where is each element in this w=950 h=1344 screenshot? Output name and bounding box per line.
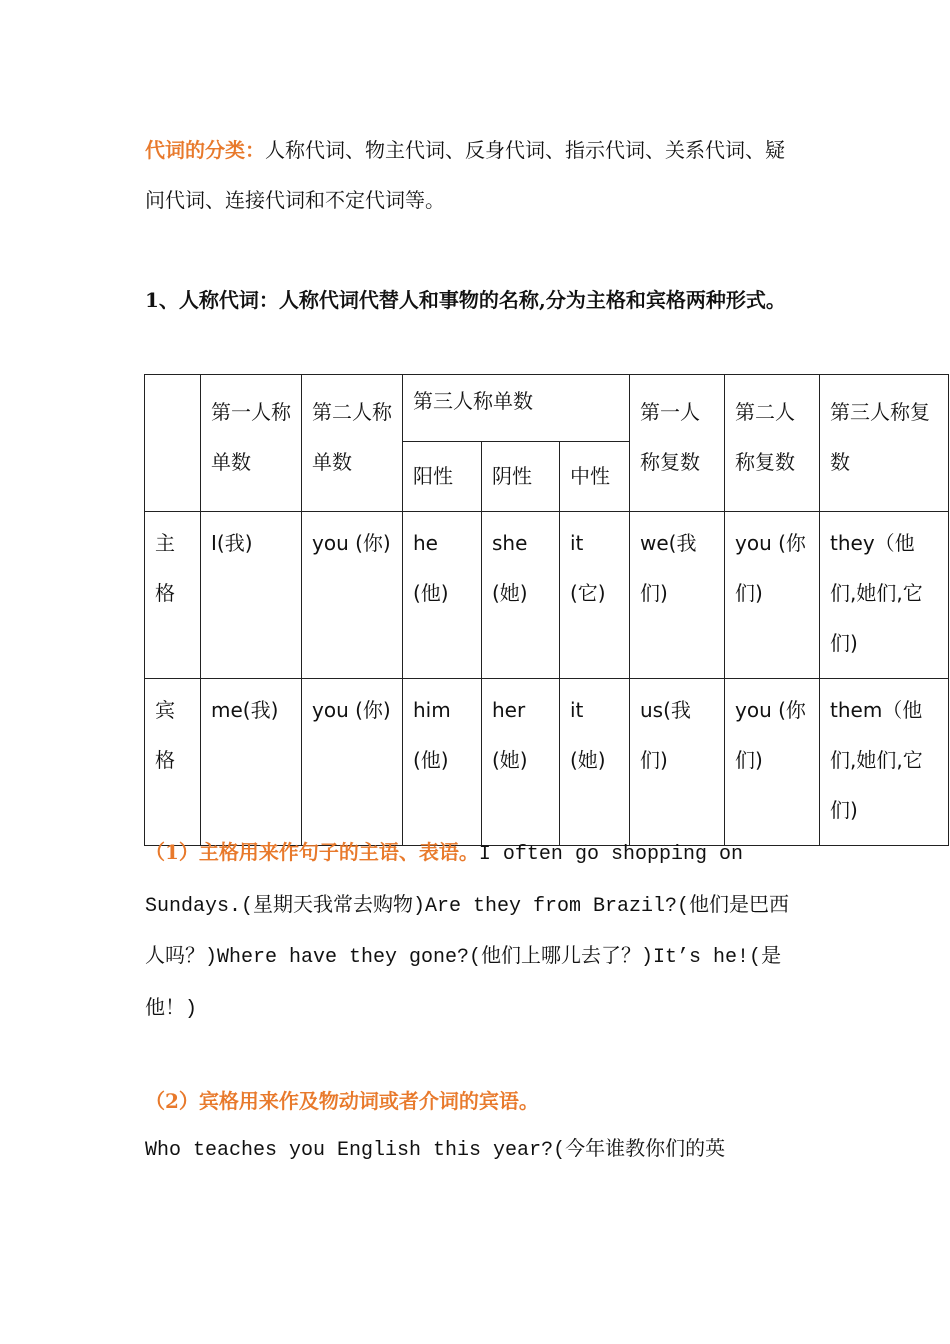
table-cell: he (他) [403, 512, 482, 679]
table-cell: they（他们,她们,它们) [820, 512, 949, 679]
intro-paragraph [145, 126, 800, 225]
table-cell: I(我) [201, 512, 302, 679]
table-cell: us(我们) [630, 679, 725, 846]
section1-title: 1、人称代词：人称代词代替人和事物的名称,分为主格和宾格两种形式。 [145, 288, 786, 312]
table-cell: it (它) [560, 512, 630, 679]
table-cell: we(我们) [630, 512, 725, 679]
table-cell: you (你们) [725, 679, 820, 846]
note1-label: （1）主格用来作句子的主语、表语。 [145, 840, 479, 864]
header-neuter: 中性 [560, 442, 630, 512]
header-feminine: 阴性 [482, 442, 560, 512]
intro-label: 代词的分类： [145, 138, 265, 162]
table-corner-cell [145, 375, 201, 512]
table-cell: him (他) [403, 679, 482, 846]
table-cell: her (她) [482, 679, 560, 846]
header-second-singular: 第二人称单数 [302, 375, 403, 512]
note1-text: I often go shopping on Sundays.(星期天我常去购物)Are they from Brazil?(他们是巴西人吗？)Where have they gone?(他们上哪儿去了？)It’s he!(是他！) [145, 843, 790, 1021]
note1-paragraph [145, 828, 800, 1034]
header-third-singular: 第三人称单数 [403, 375, 630, 442]
table-cell: it (她) [560, 679, 630, 846]
table-cell: me(我) [201, 679, 302, 846]
header-first-plural: 第一人称复数 [630, 375, 725, 512]
header-first-singular: 第一人称单数 [201, 375, 302, 512]
row-label-objective: 宾格 [145, 679, 201, 846]
note2-heading [145, 1077, 800, 1127]
table-cell: them（他们,她们,它们) [820, 679, 949, 846]
header-third-plural: 第三人称复数 [820, 375, 949, 512]
table-cell: you (你) [302, 512, 403, 679]
header-second-plural: 第二人称复数 [725, 375, 820, 512]
note2-example: Who teaches you English this year?(今年谁教你们的英 [145, 1139, 726, 1162]
header-masculine: 阳性 [403, 442, 482, 512]
intro-text: 人称代词、物主代词、反身代词、指示代词、关系代词、疑问代词、连接代词和不定代词等。 [145, 138, 785, 212]
pronoun-table [144, 374, 949, 846]
table-cell: you (你们) [725, 512, 820, 679]
table-cell: you (你) [302, 679, 403, 846]
row-label-nominative: 主格 [145, 512, 201, 679]
note2-label: （2）宾格用来作及物动词或者介词的宾语。 [145, 1089, 539, 1113]
table-cell: she (她) [482, 512, 560, 679]
